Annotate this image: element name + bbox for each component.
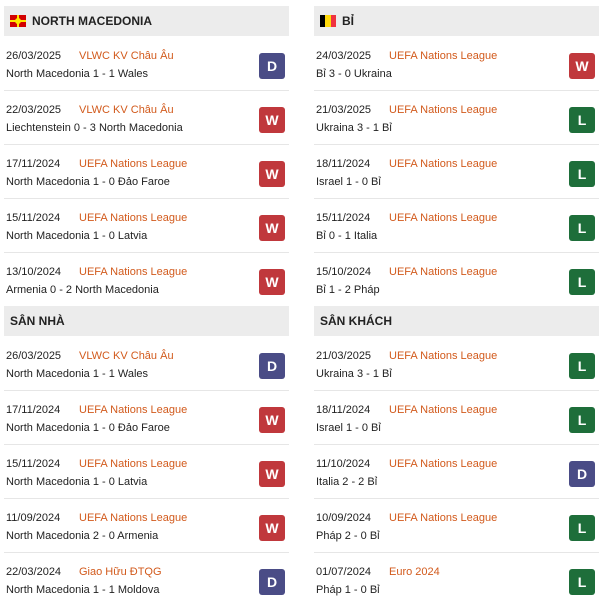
match-row[interactable] <box>4 448 289 499</box>
match-row[interactable] <box>314 394 599 445</box>
match-score: Pháp 2 - 0 Bỉ <box>316 530 380 542</box>
match-competition[interactable]: UEFA Nations League <box>389 512 498 524</box>
match-row[interactable] <box>4 148 289 199</box>
match-competition[interactable]: UEFA Nations League <box>389 350 498 362</box>
section-header <box>314 6 599 36</box>
match-date: 15/10/2024 <box>316 266 372 278</box>
section-nm-home <box>4 306 289 609</box>
match-row[interactable] <box>314 502 599 553</box>
match-score: North Macedonia 2 - 0 Armenia <box>6 530 159 542</box>
match-row[interactable] <box>314 256 599 306</box>
match-date: 18/11/2024 <box>316 404 371 416</box>
match-competition[interactable]: UEFA Nations League <box>79 458 188 470</box>
match-date: 21/03/2025 <box>316 350 372 362</box>
match-score: North Macedonia 1 - 1 Wales <box>6 368 149 380</box>
match-date: 24/03/2025 <box>316 50 372 62</box>
result-badge: W <box>259 107 285 133</box>
match-score: Liechtenstein 0 - 3 North Macedonia <box>6 122 183 134</box>
match-score: Ukraina 3 - 1 Bỉ <box>316 122 392 134</box>
result-badge: W <box>569 53 595 79</box>
result-badge: W <box>259 515 285 541</box>
match-date: 26/03/2025 <box>6 350 62 362</box>
result-badge: L <box>569 107 595 133</box>
match-date: 21/03/2025 <box>316 104 372 116</box>
result-badge: L <box>569 269 595 295</box>
match-date: 11/09/2024 <box>6 512 61 524</box>
match-date: 22/03/2024 <box>6 566 62 578</box>
match-row[interactable] <box>314 40 599 91</box>
match-score: Israel 1 - 0 Bỉ <box>316 422 381 434</box>
match-score: Bỉ 3 - 0 Ukraina <box>316 68 392 80</box>
result-badge: D <box>259 353 285 379</box>
match-score: Israel 1 - 0 Bỉ <box>316 176 381 188</box>
match-row[interactable] <box>4 202 289 253</box>
match-row[interactable] <box>4 40 289 91</box>
match-date: 18/11/2024 <box>316 158 371 170</box>
match-date: 01/07/2024 <box>316 566 372 578</box>
section-title: NORTH MACEDONIA <box>32 14 152 28</box>
match-competition[interactable]: UEFA Nations League <box>79 266 188 278</box>
result-badge: L <box>569 515 595 541</box>
match-score: Italia 2 - 2 Bỉ <box>316 476 378 488</box>
match-score: Bỉ 0 - 1 Italia <box>316 230 378 242</box>
match-competition[interactable]: UEFA Nations League <box>389 212 498 224</box>
match-competition[interactable]: VLWC KV Châu Âu <box>79 104 174 116</box>
match-row[interactable] <box>314 556 599 606</box>
match-row[interactable] <box>4 94 289 145</box>
match-score: North Macedonia 1 - 0 Đảo Faroe <box>6 422 170 434</box>
result-badge: L <box>569 569 595 595</box>
match-date: 15/11/2024 <box>316 212 371 224</box>
match-row[interactable] <box>4 256 289 306</box>
section-header <box>314 306 599 336</box>
result-badge: W <box>259 407 285 433</box>
match-score: Pháp 1 - 0 Bỉ <box>316 584 380 596</box>
match-score: North Macedonia 1 - 0 Latvia <box>6 230 148 242</box>
match-score: Bỉ 1 - 2 Pháp <box>316 284 380 296</box>
section-title: SÂN NHÀ <box>10 314 65 328</box>
match-score: Armenia 0 - 2 North Macedonia <box>6 284 159 296</box>
match-competition[interactable]: UEFA Nations League <box>389 104 498 116</box>
match-competition[interactable]: Euro 2024 <box>389 566 440 578</box>
result-badge: D <box>259 569 285 595</box>
match-competition[interactable]: UEFA Nations League <box>389 458 498 470</box>
match-row[interactable] <box>314 148 599 199</box>
north-macedonia-flag-icon <box>10 15 26 27</box>
match-competition[interactable]: UEFA Nations League <box>79 512 188 524</box>
match-row[interactable] <box>314 340 599 391</box>
match-competition[interactable]: UEFA Nations League <box>389 158 498 170</box>
section-header <box>4 6 289 36</box>
match-score: North Macedonia 1 - 1 Wales <box>6 68 149 80</box>
match-competition[interactable]: VLWC KV Châu Âu <box>79 50 174 62</box>
match-competition[interactable]: UEFA Nations League <box>389 50 498 62</box>
match-date: 22/03/2025 <box>6 104 62 116</box>
match-competition[interactable]: UEFA Nations League <box>79 404 188 416</box>
match-row[interactable] <box>314 202 599 253</box>
section-be-away <box>314 306 599 609</box>
match-score: Ukraina 3 - 1 Bỉ <box>316 368 392 380</box>
match-row[interactable] <box>4 502 289 553</box>
match-date: 10/09/2024 <box>316 512 372 524</box>
result-badge: L <box>569 407 595 433</box>
match-row[interactable] <box>314 448 599 499</box>
belgium-flag-icon <box>320 15 336 27</box>
match-competition[interactable]: UEFA Nations League <box>79 158 188 170</box>
result-badge: D <box>259 53 285 79</box>
match-competition[interactable]: UEFA Nations League <box>79 212 188 224</box>
match-competition[interactable]: VLWC KV Châu Âu <box>79 350 174 362</box>
match-date: 26/03/2025 <box>6 50 62 62</box>
match-score: North Macedonia 1 - 0 Đảo Faroe <box>6 176 170 188</box>
match-date: 13/10/2024 <box>6 266 62 278</box>
result-badge: L <box>569 161 595 187</box>
match-row[interactable] <box>314 94 599 145</box>
match-date: 15/11/2024 <box>6 212 61 224</box>
section-title: BỈ <box>342 14 354 28</box>
result-badge: W <box>259 269 285 295</box>
result-badge: L <box>569 215 595 241</box>
match-date: 17/11/2024 <box>6 158 61 170</box>
match-competition[interactable]: Giao Hữu ĐTQG <box>79 566 162 578</box>
match-date: 15/11/2024 <box>6 458 61 470</box>
match-competition[interactable]: UEFA Nations League <box>389 266 498 278</box>
match-score: North Macedonia 1 - 0 Latvia <box>6 476 148 488</box>
result-badge: W <box>259 161 285 187</box>
match-row[interactable] <box>4 394 289 445</box>
result-badge: W <box>259 461 285 487</box>
section-be-recent <box>314 6 599 309</box>
result-badge: W <box>259 215 285 241</box>
match-date: 17/11/2024 <box>6 404 61 416</box>
match-date: 11/10/2024 <box>316 458 371 470</box>
match-row[interactable] <box>4 340 289 391</box>
section-title: SÂN KHÁCH <box>320 314 392 328</box>
match-competition[interactable]: UEFA Nations League <box>389 404 498 416</box>
section-nm-recent <box>4 6 289 309</box>
result-badge: L <box>569 353 595 379</box>
match-row[interactable] <box>4 556 289 606</box>
section-header <box>4 306 289 336</box>
result-badge: D <box>569 461 595 487</box>
match-score: North Macedonia 1 - 1 Moldova <box>6 584 160 596</box>
